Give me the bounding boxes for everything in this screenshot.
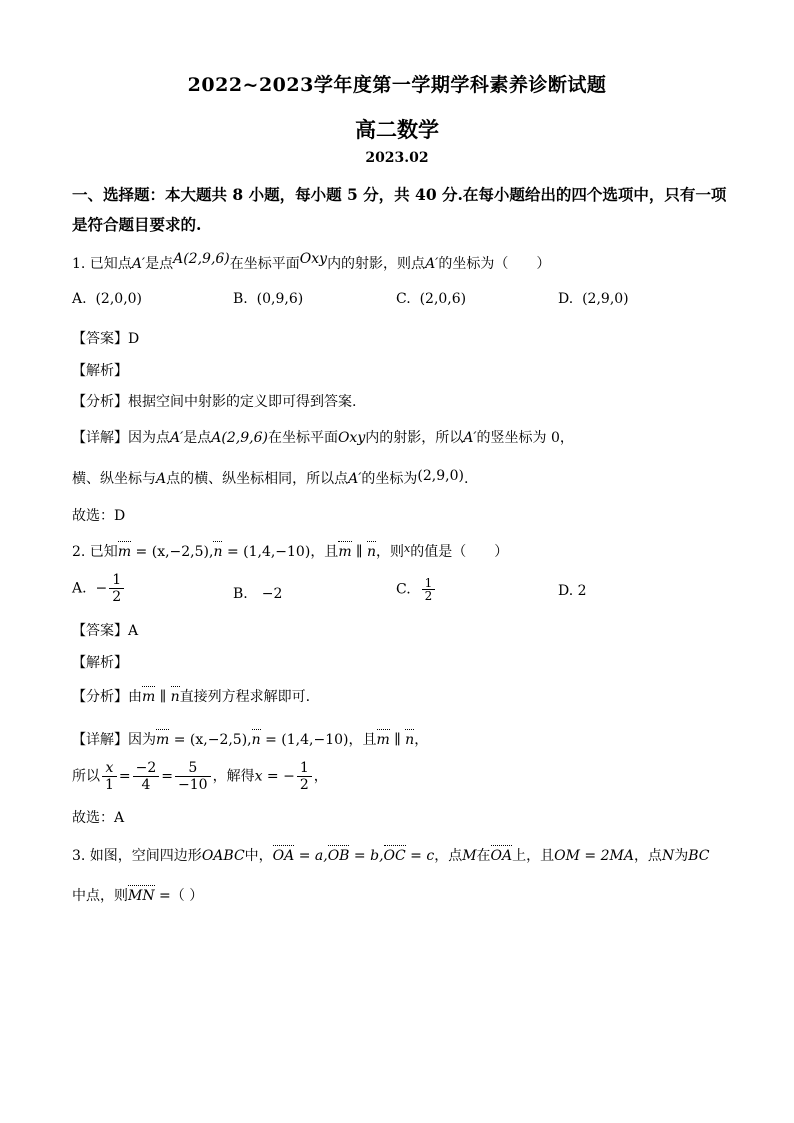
vector-n: n [405,732,415,748]
q2-detail-line1 [72,729,428,749]
option-label: A. [72,580,87,597]
q1-option-c [396,291,466,307]
q2-text: 【详解】因为 [72,732,156,748]
parallel-symbol: ∥ [159,689,167,705]
vector-n: n [170,689,180,705]
q3-text: 3. 如图，空间四边形 [72,848,202,864]
question-1-stem [72,253,550,273]
vector-oa: OA [490,848,513,864]
vector-n: n [251,732,261,748]
exam-subject: 高二数学 [355,117,439,142]
q1-detail-math: A(2,9,6) [211,430,268,446]
fraction-denominator: 2 [422,589,436,602]
q1-choose: 故选：D [72,508,126,524]
q1-detail-line2 [72,468,468,488]
option-label: C. [396,581,411,598]
q1-detail-line1 [72,427,574,447]
q1-detail-text: 点的横、纵坐标相同，所以点 [166,471,349,487]
q1-fenxi: 【分析】根据空间中射影的定义即可得到答案. [72,394,357,410]
q1-text: 的坐标为（ ） [438,256,551,272]
q3-text: 上，且 [512,848,555,864]
q1-point-a-prime: A′ [131,256,146,272]
option-value: (2,0,6) [419,291,467,307]
q3-math: N [661,848,675,864]
fraction [109,572,124,605]
option-value: (0,9,6) [256,291,304,307]
option-label: B. [233,291,248,307]
fraction-numerator: 1 [299,760,309,776]
fraction-numerator: −2 [135,760,157,776]
question-2-stem [72,541,508,561]
question-3-stem-line1 [72,845,709,865]
vector-m: m [117,544,132,560]
q1-detail-math: Oxy [337,430,366,446]
fraction-numerator: 1 [424,576,433,590]
fraction-numerator: 5 [188,760,198,776]
vector-m: m [376,732,390,748]
q1-text: 在坐标平面 [229,256,300,272]
q1-analysis-title: 【解析】 [72,363,128,379]
exam-title: 2022~2023学年度第一学期学科素养诊断试题 [187,74,607,96]
vector-ob: OB [327,848,350,864]
q2-text: ，则 [376,544,404,560]
fraction-numerator: x [105,760,114,776]
q1-plane: Oxy [299,251,328,267]
q2-option-d: D. 2 [558,583,587,599]
option-label: C. [396,291,411,307]
fraction [102,760,117,793]
option-value: (2,9,0) [582,291,629,307]
q1-detail-math: A′ [170,430,184,446]
fraction-denominator: −10 [175,776,211,793]
fraction-denominator: 2 [109,588,124,605]
question-3-stem-line2 [72,885,203,905]
q3-math: OABC [201,848,245,864]
q1-option-a [72,291,142,307]
q3-text: 为 [674,848,689,864]
vector-oa: OA [272,848,295,864]
q1-detail-math: A′ [463,430,477,446]
q2-text: ，且 [348,732,377,748]
q2-text: ， [313,768,328,785]
q1-option-b [233,291,303,307]
q2-text: 2. 已知 [72,544,118,560]
q2-text: ，且 [310,544,339,560]
q2-analysis-title: 【解析】 [72,655,128,671]
q2-text: 直接列方程求解即可. [179,689,311,705]
q3-text: 在 [476,848,491,864]
vector-mn: MN [128,888,155,904]
option-value: (2,0,0) [95,291,143,307]
q2-math: = (x,−2,5), [135,544,214,560]
q3-math: = b, [353,848,384,864]
q3-text: ，点 [633,848,662,864]
q1-detail-math: A′ [348,471,362,487]
q1-text: 内的射影，则点 [327,256,426,272]
q1-detail-text: 内的射影，所以 [365,430,464,446]
vector-n: n [366,544,376,560]
parallel-symbol: ∥ [356,544,363,560]
fraction [175,760,211,793]
vector-m: m [338,544,352,560]
q3-text: 中点，则 [72,888,128,904]
q2-text: 的值是（ ） [410,544,509,560]
q2-math: x [404,542,411,555]
q2-math: x = − [254,768,295,785]
vector-m: m [156,732,170,748]
q2-option-c [396,577,437,602]
q1-detail-text: 的竖坐标为 0， [476,430,574,446]
exam-date: 2023.02 [365,150,429,166]
q2-text: ， [414,732,429,748]
q2-option-b: B. −2 [233,586,283,602]
q1-answer: 【答案】D [72,331,140,347]
q1-option-d [558,291,629,307]
q2-fenxi [72,686,310,706]
q2-text: ，解得 [212,768,255,785]
q1-detail-math: A [156,471,167,487]
q3-math: = a, [298,848,328,864]
q1-text: 1. 已知点 [72,256,132,272]
fraction-denominator: 2 [297,776,312,793]
fraction-denominator: 1 [102,776,117,793]
q2-text: 【分析】由 [72,689,142,705]
q1-detail-text: 横、纵坐标与 [72,471,156,487]
q1-detail-text: 的坐标为 [361,471,418,487]
q1-detail-text: 【详解】因为点 [72,430,170,446]
vector-n: n [213,544,223,560]
fraction [422,577,436,602]
q2-math: = (1,4,−10) [265,732,349,748]
q2-detail-line2 [72,760,328,793]
q3-text: ，点 [434,848,463,864]
equals: = [118,768,131,785]
option-value: − [95,580,108,597]
q1-point-a: A(2,9,6) [173,251,230,267]
option-label: D. [558,291,574,307]
option-label: A. [72,291,87,307]
q1-text: 是点 [145,256,174,272]
q1-detail-text: . [463,471,469,487]
q3-text: 中， [244,848,273,864]
q2-math: = (x,−2,5), [173,732,252,748]
section-heading-line2: 是符合题目要求的. [72,215,202,234]
equals: = [161,768,174,785]
q2-math: = (1,4,−10) [226,544,311,560]
q1-detail-math: (2,9,0) [417,468,464,484]
q2-text: 所以 [72,768,100,785]
q3-math: = c [410,848,435,864]
q1-detail-text: 在坐标平面 [267,430,338,446]
vector-oc: OC [383,848,406,864]
q2-choose: 故选：A [72,810,125,826]
q3-text: =（ ） [159,888,204,904]
q2-answer: 【答案】A [72,623,139,639]
q2-option-a [72,572,126,605]
fraction [133,760,160,793]
vector-m: m [142,689,156,705]
q3-math: OM = 2MA [554,848,634,864]
q3-math: M [462,848,477,864]
parallel-symbol: ∥ [394,732,401,748]
q1-detail-text: 是点 [183,430,212,446]
fraction-denominator: 4 [133,776,160,793]
section-heading-line1: 一、选择题：本大题共 8 小题，每小题 5 分，共 40 分.在每小题给出的四个选项中，只有一项 [72,185,727,204]
q3-math: BC [688,848,710,864]
fraction-numerator: 1 [112,572,122,588]
q1-point-a-prime: A′ [425,256,439,272]
fraction [297,760,312,793]
